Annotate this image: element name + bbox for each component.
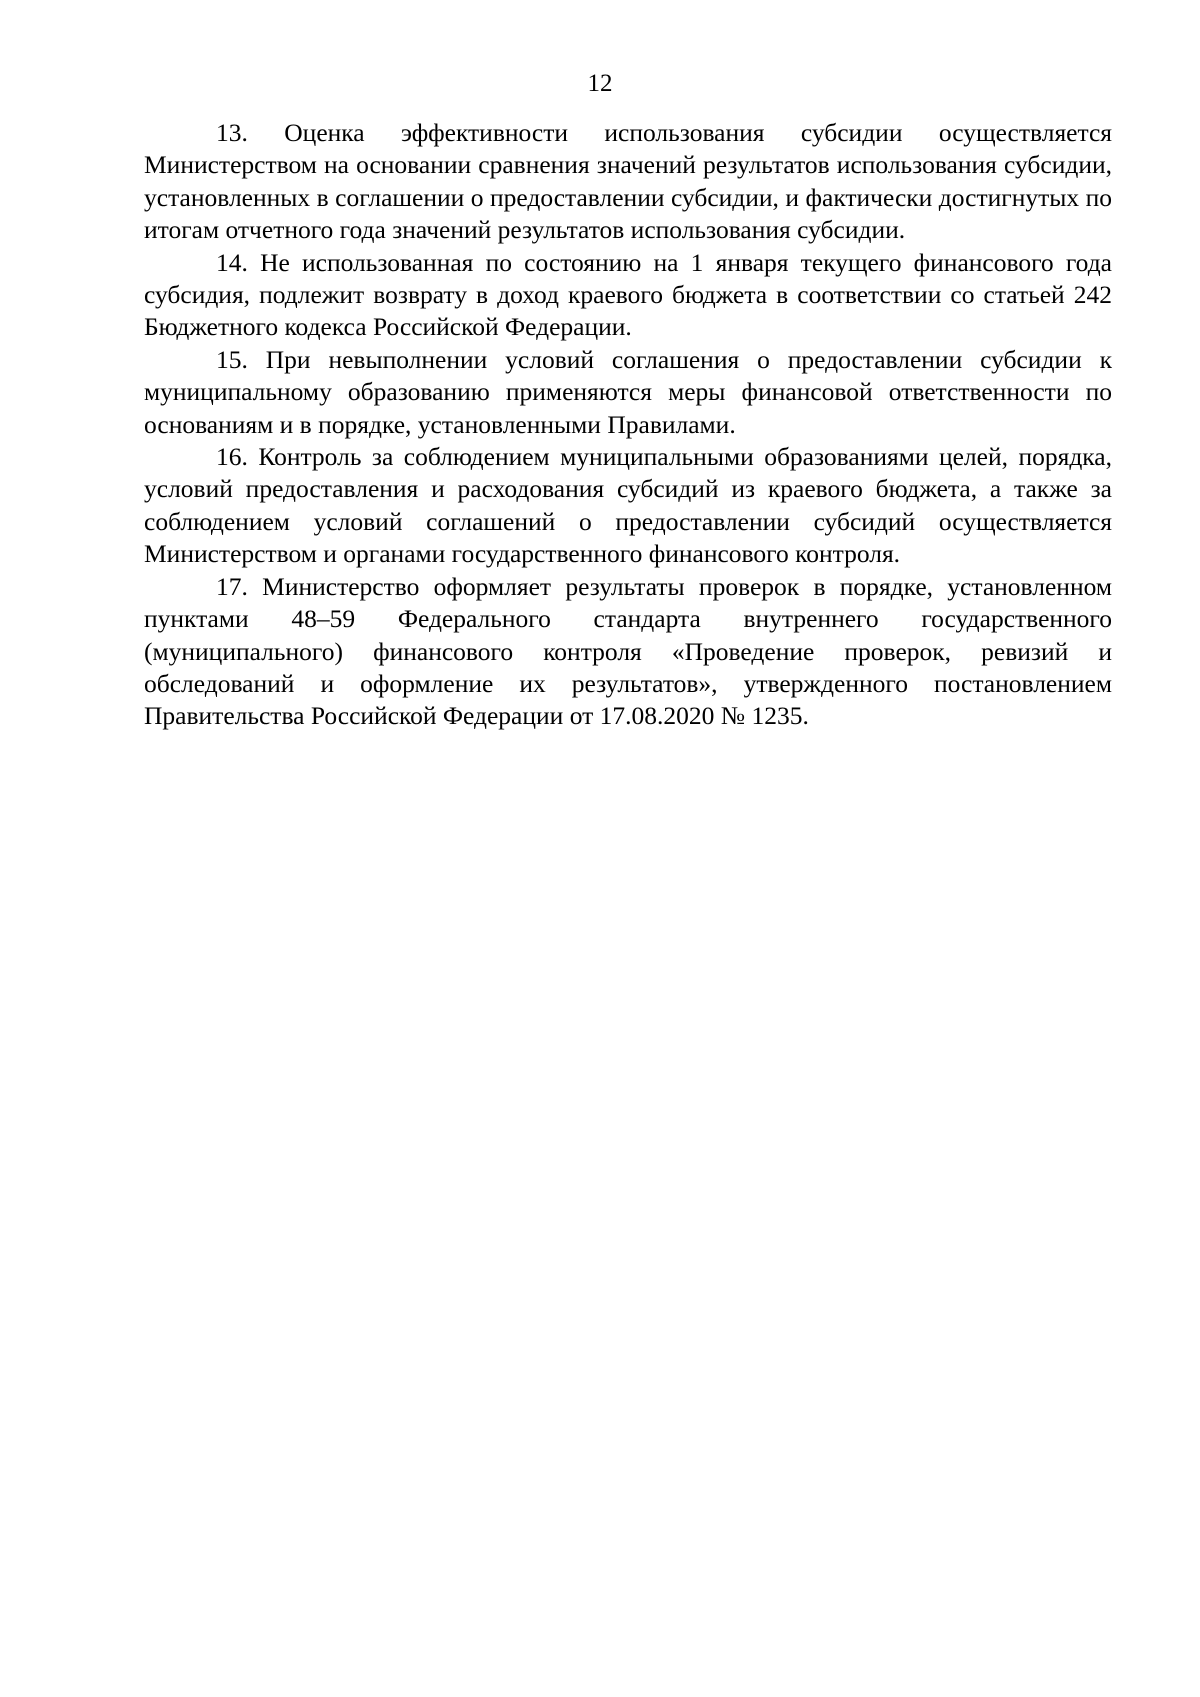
paragraph-14: 14. Не использованная по состоянию на 1 января текущего финансового года субсидия, подлежит возврату в доход краевого бюджета в соответствии со статьей 242 Бюджетного кодекса Российской Федерации. [144,247,1112,342]
paragraph-15: 15. При невыполнении условий соглашения о предоставлении субсидии к муниципальному образованию применяются меры финансовой ответственности по основаниям и в порядке, установленными Правилами. [144,344,1112,439]
paragraph-13: 13. Оценка эффективности использования субсидии осуществляется Министерством на основании сравнения значений результатов использования субсидии, установленных в соглашении о предоставлении субсидии, и фактически достигнутых по итогам отчетного года значений результатов использования субсидии. [144,118,1112,245]
document-body [144,117,1112,733]
page-number: 12 [587,70,613,97]
paragraph-17: 17. Министерство оформляет результаты проверок в порядке, установленном пунктами 48–59 Федерального стандарта внутреннего государственного (муниципального) финансового контроля «Проведение проверок, ревизий и обследований и оформление их результатов», утвержденного постановлением Правительства Российской Федерации от 17.08.2020 № 1235. [144,571,1112,731]
paragraph-16: 16. Контроль за соблюдением муниципальными образованиями целей, порядка, условий предоставления и расходования субсидий из краевого бюджета, а также за соблюдением условий соглашений о предоставлении субсидий осуществляется Министерством и органами государственного финансового контроля. [144,442,1112,569]
